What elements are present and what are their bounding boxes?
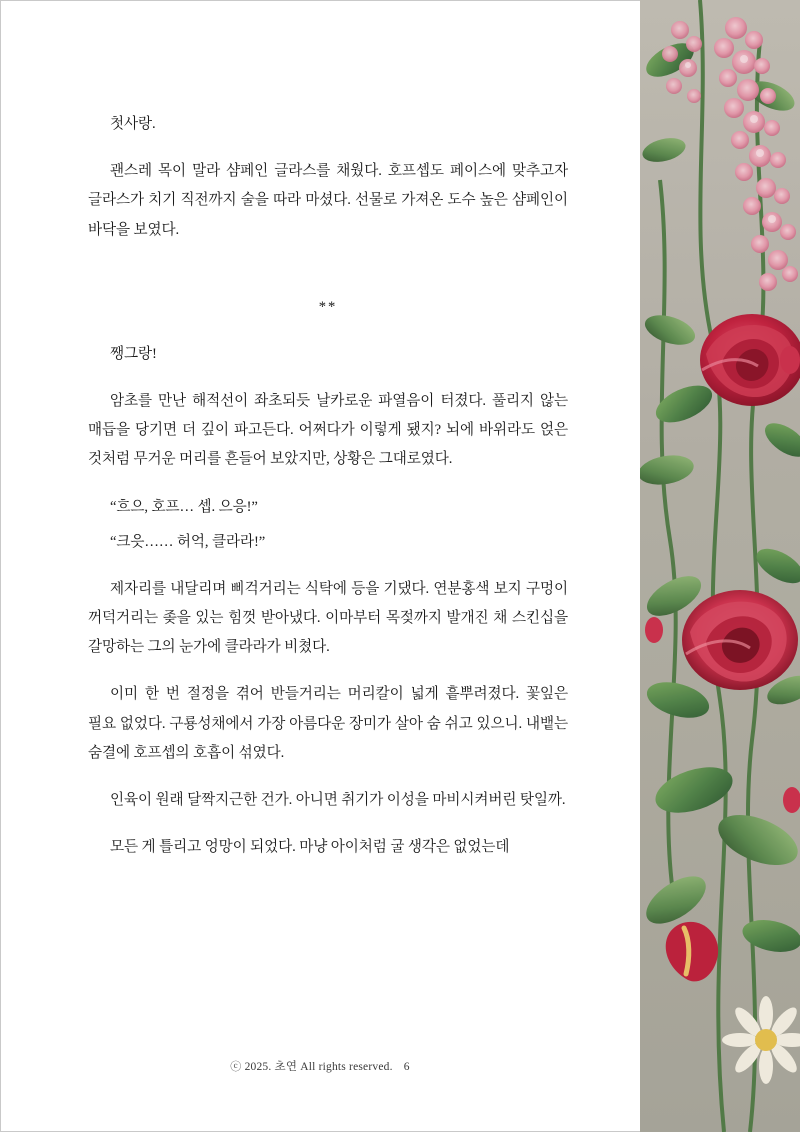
page-number: 6 <box>403 1061 410 1073</box>
paragraph: 암초를 만난 해적선이 좌초되듯 날카로운 파열음이 터졌다. 풀리지 않는 매듭을 당기면 더 깊이 파고든다. 어쩌다가 이렇게 됐지? 뇌에 바위라도 얹은 것처럼 무거운 머리를 흔들어 보았지만, 상황은 그대로였다. <box>88 392 568 468</box>
spacer <box>88 263 568 277</box>
paragraph: 제자리를 내달리며 삐걱거리는 식탁에 등을 기댔다. 연분홍색 보지 구멍이 꺼덕거리는 좆을 있는 힘껏 받아냈다. 이마부터 목젖까지 발개진 채 스킨십을 갈망하는 그의 눈가에 클라라가 비쳤다. <box>88 580 568 656</box>
paragraph: 괜스레 목이 말라 샴페인 글라스를 채웠다. 호프셉도 페이스에 맞추고자 글라스가 치기 직전까지 술을 따라 마셨다. 선물로 가져온 도수 높은 샴페인이 바닥을 보였다. <box>88 163 568 238</box>
paragraph: 첫사랑. <box>110 116 156 132</box>
paragraph: 쨍그랑! <box>110 345 157 362</box>
dialogue-line: “흐으, 호프… 셉. 으응!” <box>110 498 258 515</box>
page-footer <box>0 1058 640 1074</box>
floral-border-illustration <box>640 0 800 1132</box>
paragraph: 모든 게 틀리고 엉망이 되었다. 마냥 아이처럼 굴 생각은 없었는데 <box>110 839 510 856</box>
paragraph: 이미 한 번 절정을 겪어 반들거리는 머리칼이 넓게 흩뿌려졌다. 꽃잎은 필요 없었다. 구룡성채에서 가장 아름다운 장미가 살아 숨 쉬고 있으니. 내뱉는 숨결에 호프셉의 호흡이 섞였다. <box>88 686 568 761</box>
copyright-text: 2025. 초연 All rights reserved. <box>244 1061 393 1073</box>
body-text-column <box>88 110 568 880</box>
dialogue-line: “크읏…… 허억, 클라라!” <box>110 533 266 550</box>
copyright-icon: ⓒ <box>230 1060 242 1073</box>
scene-separator: ** <box>318 298 338 315</box>
paragraph: 인육이 원래 달짝지근한 건가. 아니면 취기가 이성을 마비시켜버린 탓일까. <box>110 792 566 808</box>
